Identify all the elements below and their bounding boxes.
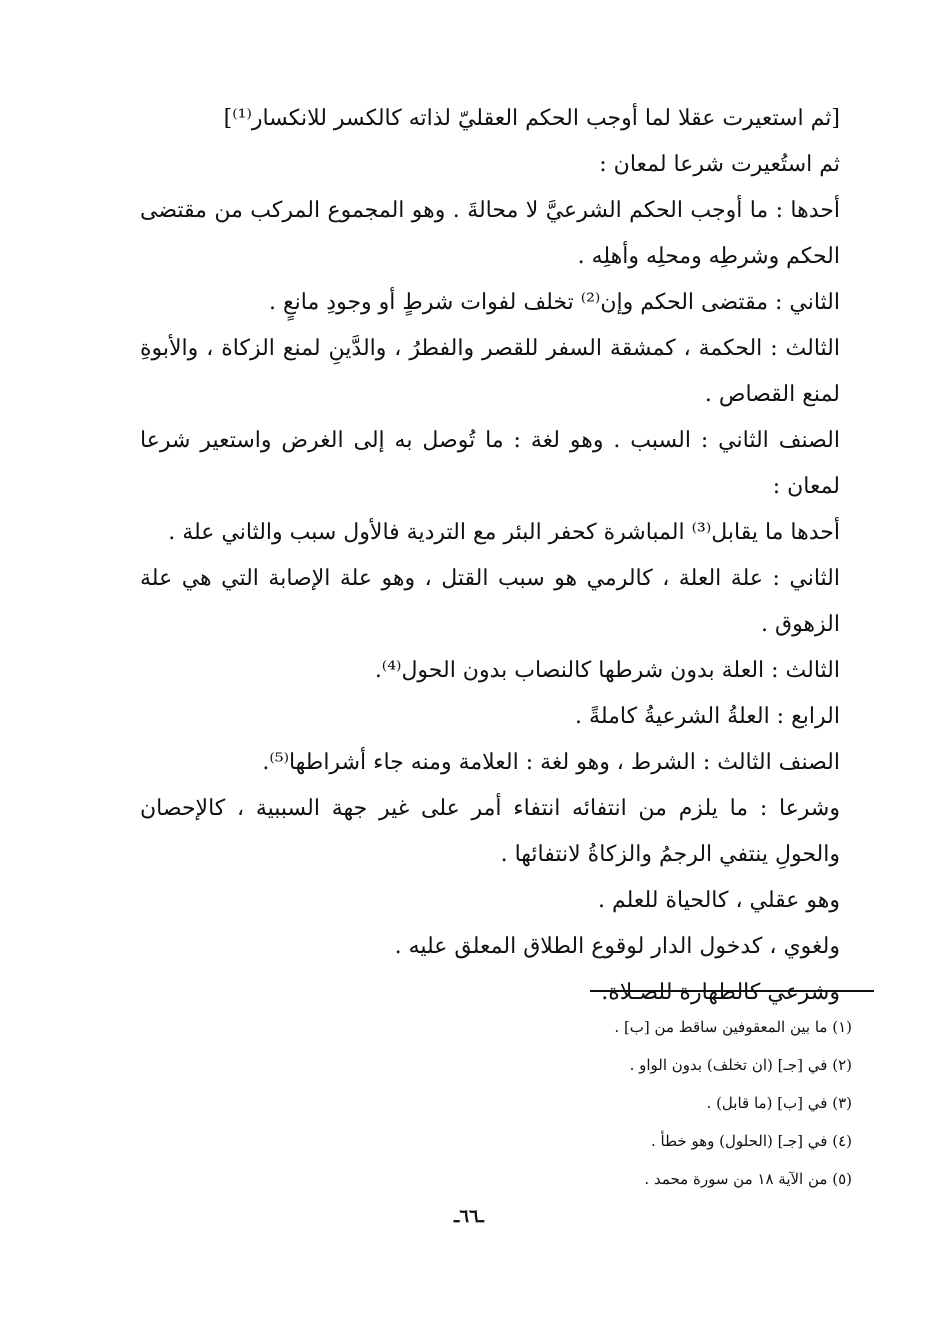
footnote-divider xyxy=(590,990,874,992)
paragraph: الصنف الثالث : الشرط ، وهو لغة : العلامة ومنه جاء أشراطها⁽⁵⁾. xyxy=(262,750,840,775)
paragraph: [ثم استعيرت عقلا لما أوجب الحكم العقليّ لذاته كالكسر للانكسار⁽¹⁾] xyxy=(223,106,840,131)
paragraph: وشرعي كالطهارة للصـلاة. xyxy=(601,980,840,1005)
paragraph: الصنف الثاني : السبب . وهو لغة : ما تُوصل به إلى الغرض واستعير شرعا لمعان : xyxy=(140,428,840,499)
paragraph: الثالث : الحكمة ، كمشقة السفر للقصر والفطرُ ، والدَّينِ لمنع الزكاة ، والأبوةِ لمنع القصاص . xyxy=(140,336,840,407)
footnote: (١) ما بين المعقوفين ساقط من [ب] . xyxy=(614,1018,852,1036)
paragraph: ولغوي ، كدخول الدار لوقوع الطلاق المعلق عليه . xyxy=(394,934,840,959)
paragraph: أحدها ما يقابل⁽³⁾ المباشرة كحفر البئر مع التردية فالأول سبب والثاني علة . xyxy=(168,520,840,545)
paragraph: الثاني : مقتضى الحكم وإن⁽²⁾ تخلف لفوات شرطٍ أو وجودِ مانعٍ . xyxy=(268,290,840,315)
paragraph: وهو عقلي ، كالحياة للعلم . xyxy=(598,888,840,913)
footnote: (٥) من الآية ١٨ من سورة محمد . xyxy=(644,1170,852,1188)
body-text xyxy=(140,96,870,1016)
paragraph: ثم استُعيرت شرعا لمعان : xyxy=(599,152,840,177)
footnote: (٣) في [ب] (ما قابل) . xyxy=(706,1094,852,1112)
footnote: (٢) في [جـ] (ان تخلف) بدون الواو . xyxy=(629,1056,852,1074)
paragraph: أحدها : ما أوجب الحكم الشرعيَّ لا محالةَ . وهو المجموع المركب من مقتضى الحكم وشرطِه ومحلِه وأهلِه . xyxy=(140,198,840,269)
paragraph: الثالث : العلة بدون شرطها كالنصاب بدون الحول⁽⁴⁾. xyxy=(374,658,840,683)
paragraph: الرابع : العلةُ الشرعيةُ كاملةً . xyxy=(575,704,840,729)
page-number: ـ٦٦ـ xyxy=(454,1206,484,1227)
footnote: (٤) في [جـ] (الحلول) وهو خطأ . xyxy=(651,1132,852,1150)
footnotes xyxy=(140,1008,852,1198)
paragraph: الثاني : علة العلة ، كالرمي هو سبب القتل ، وهو علة الإصابة التي هي علة الزهوق . xyxy=(140,566,840,637)
paragraph: وشرعا : ما يلزم من انتفائه انتفاء أمر على غير جهة السببية ، كالإحصان والحولِ ينتفي الرجمُ والزكاةُ لانتفائها . xyxy=(140,796,840,867)
